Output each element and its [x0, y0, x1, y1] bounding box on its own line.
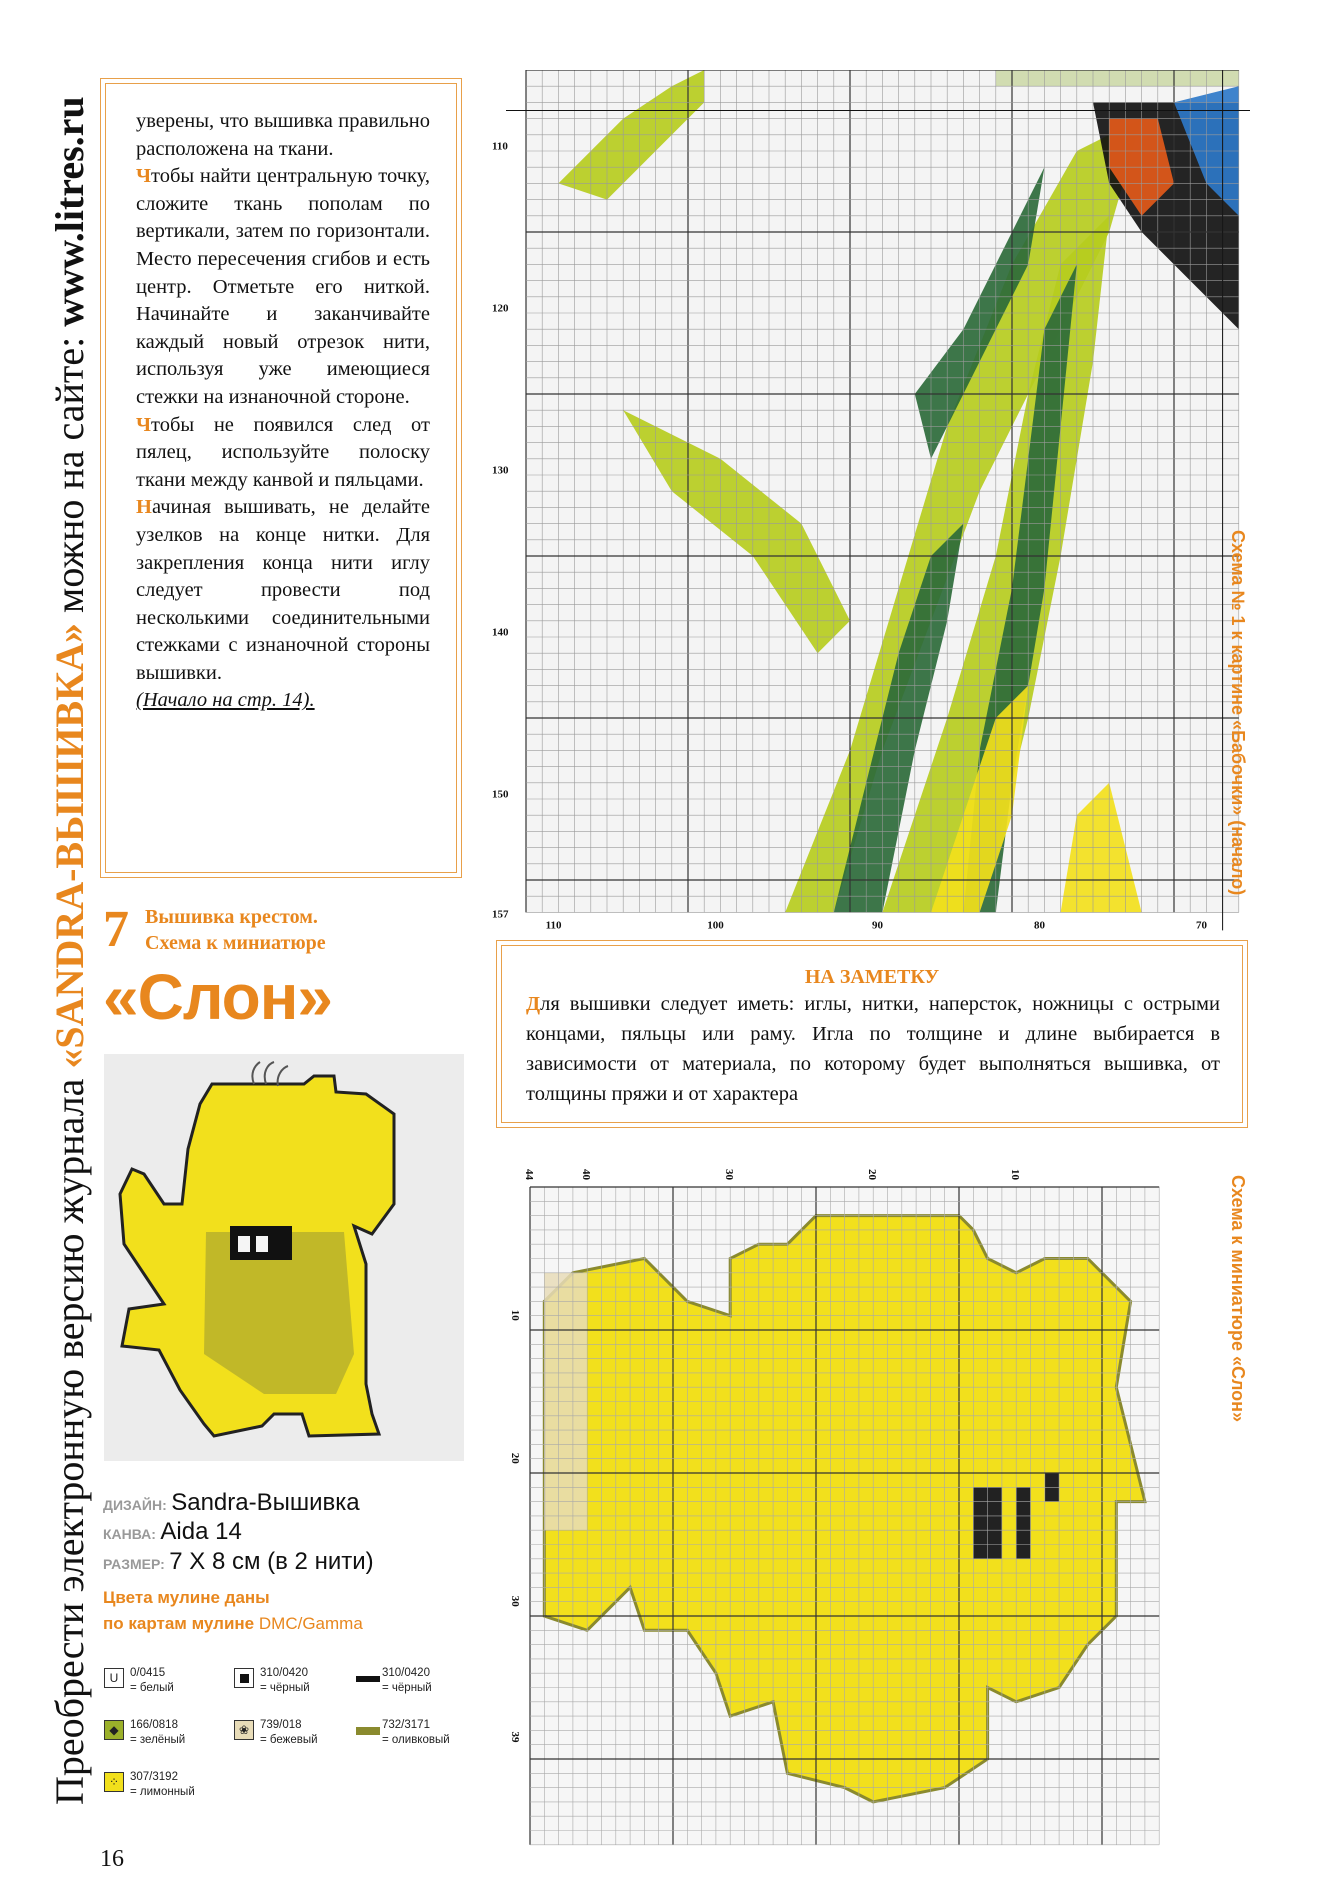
chart1-col-label: 110 — [545, 919, 562, 932]
chart2-top-label: 30 — [723, 1169, 736, 1180]
chart1-row-label: 157 — [492, 908, 509, 921]
legend-swatch-beige: ❀ — [234, 1720, 254, 1740]
promo-brand: «SANDRA-ВЫШИВКА» — [47, 622, 92, 1069]
chart1-row-label: 150 — [492, 788, 509, 801]
elephant-preview-image — [104, 1054, 464, 1461]
chart1-row-label: 110 — [492, 140, 508, 153]
chart1-row-label: 130 — [492, 464, 509, 477]
note-inner — [501, 945, 1243, 1123]
instruction-paragraph: Чтобы не появился след от пялец, используйте полоску ткани между канвой и пяльцами. — [136, 413, 430, 491]
chart2-side-label: 39 — [509, 1731, 521, 1743]
continuation-reference: (Начало на стр. 14). — [136, 689, 315, 712]
instructions-inner — [105, 83, 457, 873]
legend-swatch-lemon: ⁘ — [104, 1772, 124, 1792]
legend-swatch-olive — [356, 1727, 380, 1735]
spec-design: ДИЗАЙН: Sandra-Вышивка — [103, 1489, 360, 1516]
legend-swatch-black-cross — [234, 1668, 254, 1688]
legend-swatch-white: U — [104, 1668, 124, 1688]
chart1-row-label: 120 — [492, 302, 509, 315]
legend-item-green: ◆ 166/0818 = зелёный — [104, 1720, 224, 1754]
instruction-paragraph: Чтобы найти центральную точку, сложите ткань пополам по вертикали, затем по горизонтали. Место пересечения сгибов и есть центр. Отметьте его ниткой. Начинайте и заканчивайте каждый новый отрезок нити, используя уже имеющиеся стежки на изнаночной стороне. — [136, 165, 430, 408]
chart1-col-label: 90 — [872, 919, 884, 932]
note-text: Для вышивки следует иметь: иглы, нитки, наперсток, ножницы с острыми концами, пяльцы или раму. Игла по толщине и длине выбирается в зависимости от материала, по которому будет выполняться вышивка, от толщины пряжи и от характера — [526, 993, 1220, 1105]
note-title: НА ЗАМЕТКУ — [804, 966, 940, 988]
side-promo-text — [40, 75, 100, 1805]
spec-size: РАЗМЕР: 7 Х 8 см (в 2 нити) — [103, 1548, 374, 1575]
page-number: 16 — [100, 1846, 124, 1872]
chart2-top-label: 44 — [523, 1169, 535, 1180]
chart2-top-label: 10 — [1009, 1169, 1022, 1180]
preview-elephant-eye-right — [256, 1236, 268, 1252]
chart2-side-label: 30 — [509, 1595, 521, 1607]
elephant-eye-right — [1016, 1487, 1030, 1559]
elephant-chart — [500, 1145, 1240, 1865]
chart2-side-label: 10 — [509, 1309, 521, 1321]
butterflies-chart — [490, 70, 1250, 940]
instruction-paragraph: уверены, что вышивка правильно расположена на ткани. — [136, 110, 430, 160]
legend-item-lemon: ⁘ 307/3192 = лимонный — [104, 1772, 224, 1806]
section-subtitle-line1: Вышивка крестом. — [145, 906, 318, 928]
mouline-note-line2: по картам мулине DMC/Gamma — [103, 1614, 363, 1633]
chart1-top-strip — [996, 70, 1239, 86]
legend-item-black-cross: 310/0420 = чёрный — [234, 1668, 354, 1702]
chart1-row-label: 140 — [492, 626, 509, 639]
legend-swatch-green: ◆ — [104, 1720, 124, 1740]
legend-item-olive: 732/3171 = оливковый — [356, 1720, 486, 1754]
chart2-caption: Схема к миниатюре «Слон» — [1228, 1175, 1248, 1423]
legend-swatch-black-backstitch — [356, 1676, 380, 1682]
chart2-side-label: 20 — [509, 1452, 521, 1464]
instruction-paragraph: Начиная вышивать, не делайте узелков на конце нитки. Для закрепления конца нити иглу следует провести под несколькими соединительными стежками с изнаночной стороны вышивки. — [136, 496, 430, 684]
chart1-caption: Схема № 1 к картине «Бабочки» (начало) — [1228, 530, 1248, 896]
promo-middle: можно на сайте: — [47, 326, 92, 623]
promo-prefix: Преобрести электронную версию журнала — [47, 1068, 92, 1805]
mouline-note-line1: Цвета мулине даны — [103, 1588, 270, 1607]
note-box — [496, 940, 1248, 1128]
section-title: «Слон» — [103, 961, 332, 1033]
legend-item-beige: ❀ 739/018 = бежевый — [234, 1720, 354, 1754]
legend-item-black-backstitch: 310/0420 = чёрный — [356, 1668, 476, 1702]
chart2-top-label: 20 — [866, 1169, 879, 1180]
preview-elephant-eye-left — [238, 1236, 250, 1252]
section-subtitle-line2: Схема к миниатюре — [145, 932, 326, 954]
instructions-box — [100, 78, 462, 878]
chart1-col-label: 80 — [1034, 919, 1046, 932]
chart1-col-label: 100 — [707, 919, 724, 932]
promo-site-link[interactable]: www.litres.ru — [47, 96, 92, 327]
spec-canvas: КАНВА: Aida 14 — [103, 1518, 242, 1545]
chart1-col-label: 70 — [1196, 919, 1208, 932]
section-number: 7 — [103, 901, 129, 958]
chart2-top-label: 40 — [580, 1169, 593, 1180]
legend-item-white: U 0/0415 = белый — [104, 1668, 224, 1702]
